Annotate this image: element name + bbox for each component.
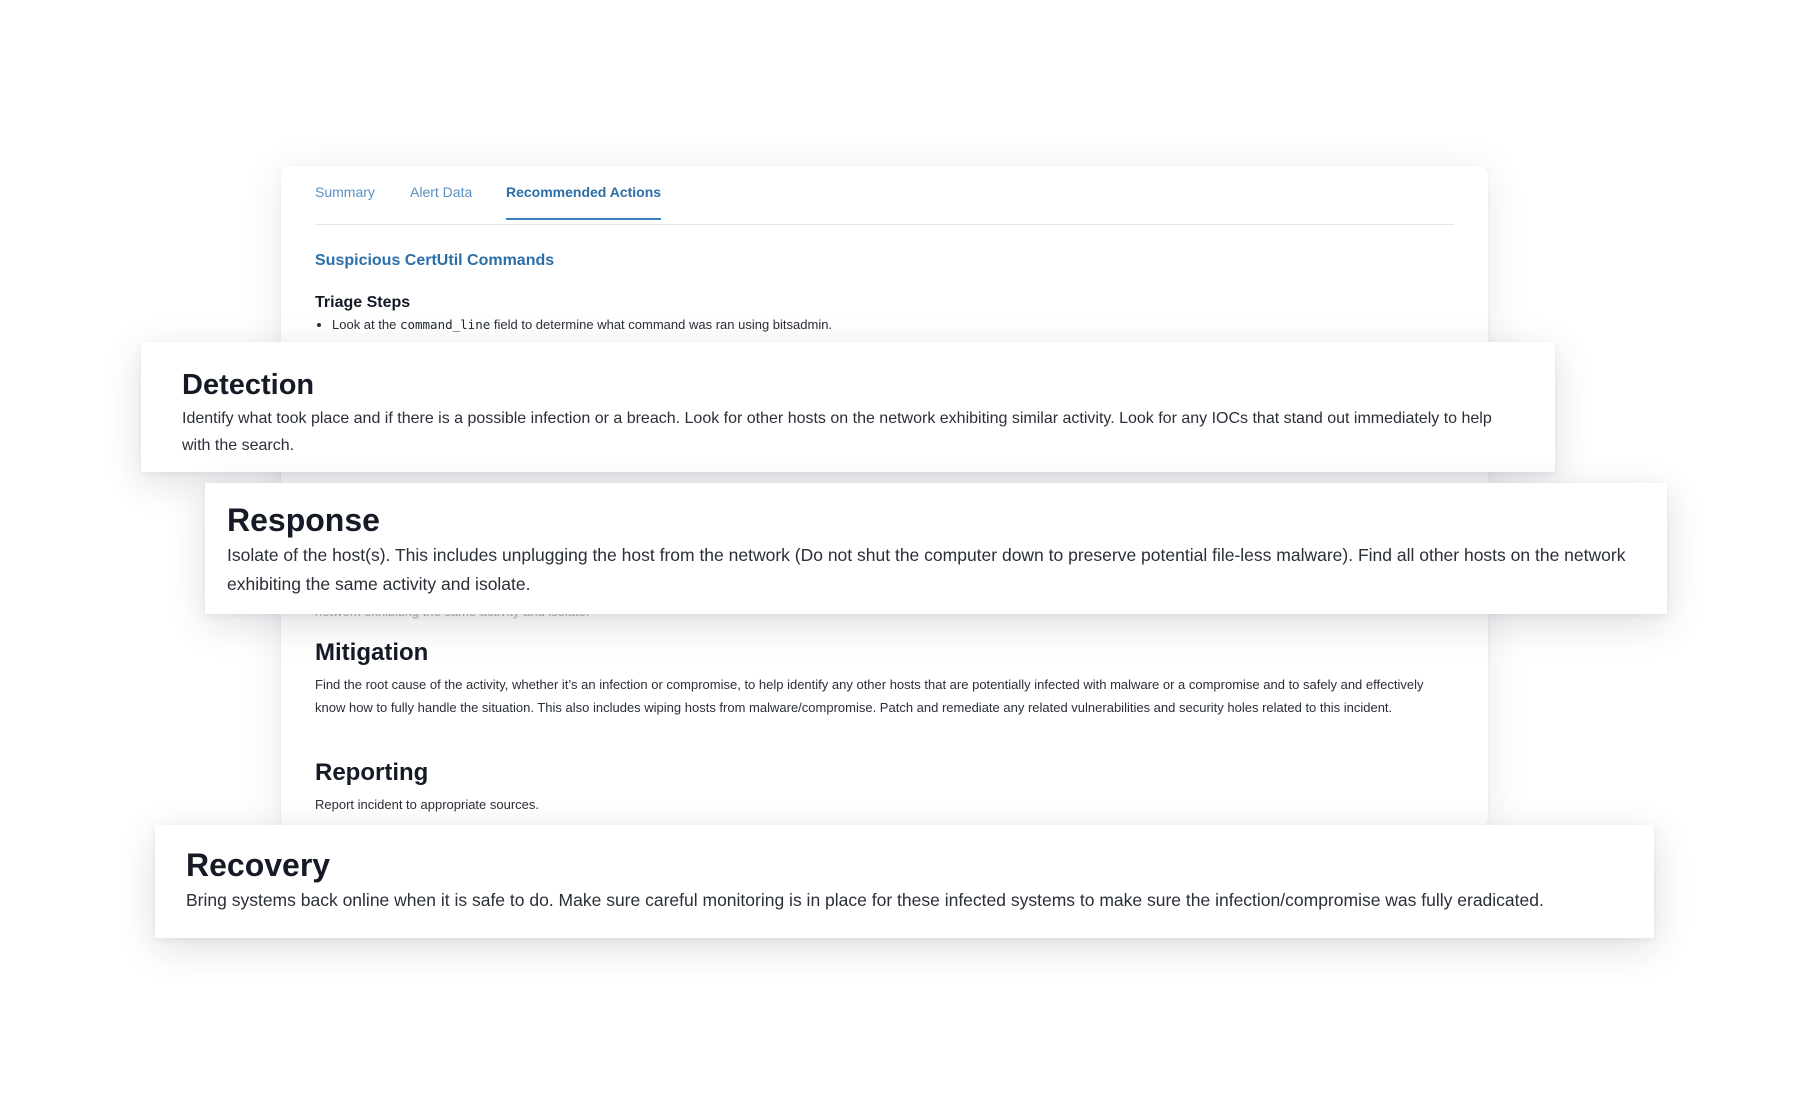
mitigation-heading: Mitigation <box>315 639 429 666</box>
response-text: Isolate of the host(s). This includes unplugging the host from the network (Do not shut the computer down to preserve potential file-less malware). Find all other hosts on the network exhibiting the same activity and isolate. <box>227 545 1626 594</box>
tab-summary[interactable]: Summary <box>315 184 375 200</box>
detection-heading: Detection <box>182 369 315 401</box>
triage-steps-list <box>315 316 832 334</box>
triage-step-suffix: field to determine what command was ran using bitsadmin. <box>490 317 833 332</box>
reporting-heading: Reporting <box>315 759 429 786</box>
tab-bar <box>315 166 1454 225</box>
rule-title: Suspicious CertUtil Commands <box>315 252 555 269</box>
mitigation-text: Find the root cause of the activity, whether it’s an infection or compromise, to help identify any other hosts that are potentially infected with malware or a compromise and to safely and effectively know how to fully handle the situation. This also includes wiping hosts from malware/compromise. Patch and remediate any related vulnerabilities and security holes related to this incident. <box>315 677 1424 715</box>
recovery-heading: Recovery <box>186 847 331 883</box>
response-card <box>205 483 1667 614</box>
triage-step-prefix: Look at the <box>332 317 400 332</box>
command-line-code: command_line <box>399 317 491 332</box>
detection-card <box>141 342 1555 472</box>
tab-alert-data[interactable]: Alert Data <box>410 184 473 200</box>
reporting-text: Report incident to appropriate sources. <box>315 797 540 812</box>
response-heading: Response <box>227 502 380 538</box>
recovery-text: Bring systems back online when it is safe to do. Make sure careful monitoring is in place for these infected systems to make sure the infection/compromise was fully eradicated. <box>186 890 1544 910</box>
triage-steps-heading: Triage Steps <box>315 294 411 311</box>
mitigation-section <box>315 638 1455 719</box>
recovery-card <box>155 825 1654 938</box>
detection-text: Identify what took place and if there is a possible infection or a breach. Look for other hosts on the network exhibiting similar activity. Look for any IOCs that stand out immediately to help with the search. <box>182 410 1492 454</box>
tab-recommended-actions[interactable]: Recommended Actions <box>506 184 661 220</box>
reporting-section <box>315 758 1455 816</box>
triage-step <box>332 316 832 334</box>
